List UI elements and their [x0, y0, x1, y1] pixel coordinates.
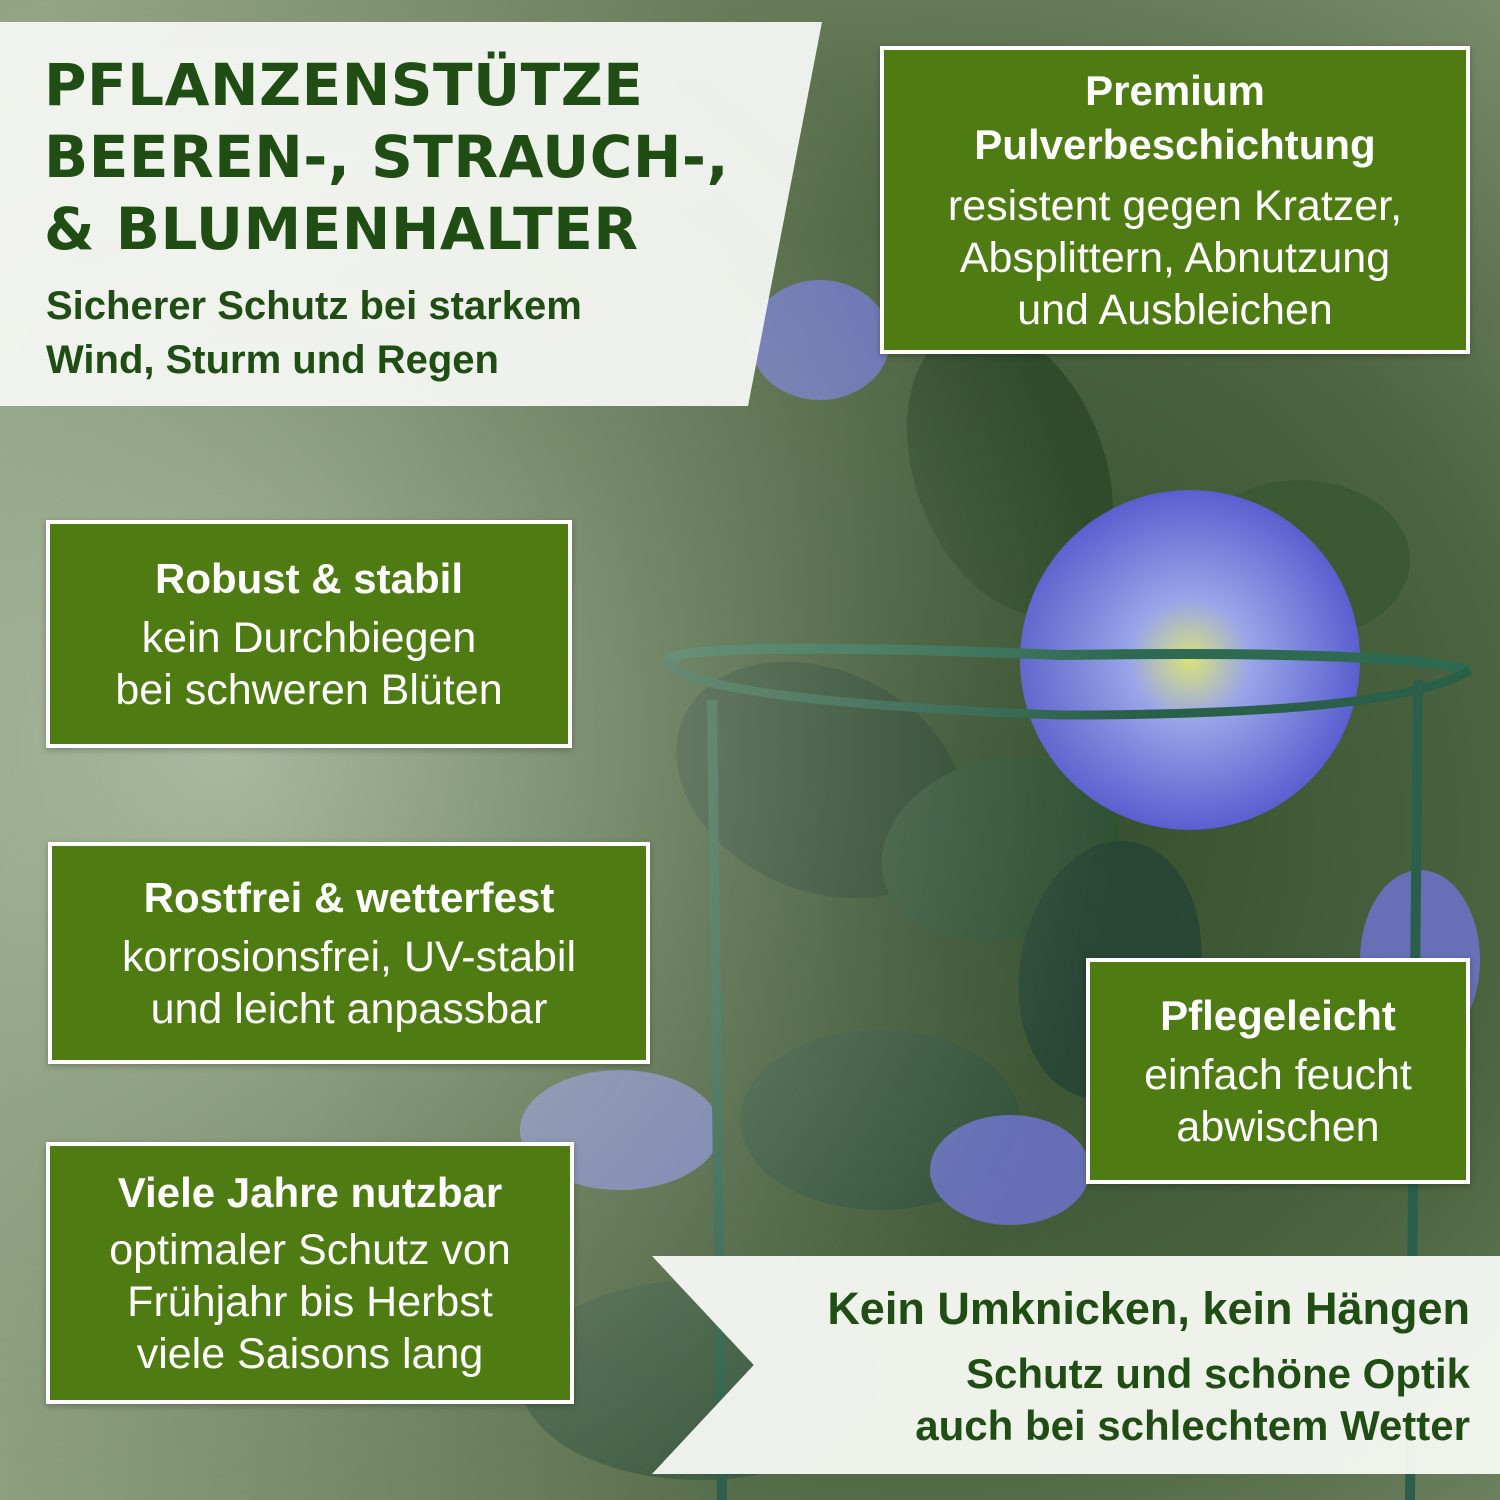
product-title-line-3: & BLUMENHALTER [44, 195, 639, 263]
product-subtitle-line-2: Wind, Sturm und Regen [46, 338, 499, 382]
feature-longlife-text-3: viele Saisons lang [136, 1330, 484, 1378]
feature-box-longlife [46, 1142, 574, 1404]
feature-coating-text-2: Absplittern, Abnutzung [959, 234, 1391, 282]
feature-coating-heading-1: Premium [1085, 67, 1265, 114]
footer-banner-text-2: auch bei schlechtem Wetter [915, 1402, 1470, 1449]
feature-box-coating [880, 46, 1470, 354]
feature-easycare-heading: Pflegeleicht [1160, 992, 1396, 1039]
feature-robust-heading: Robust & stabil [154, 555, 463, 602]
feature-box-easycare [1086, 958, 1470, 1184]
product-title-line-2: BEEREN-, STRAUCH-, [44, 123, 729, 191]
feature-robust-text-1: kein Durchbiegen [141, 614, 477, 662]
feature-rustfree-heading: Rostfrei & wetterfest [143, 874, 555, 921]
feature-box-robust [46, 520, 572, 748]
feature-robust-text-2: bei schweren Blüten [115, 666, 503, 714]
feature-coating-text-1: resistent gegen Kratzer, [947, 182, 1403, 230]
feature-longlife-text-1: optimaler Schutz von [109, 1226, 511, 1274]
feature-box-rustfree [48, 842, 650, 1064]
footer-banner-text-1: Schutz und schöne Optik [965, 1350, 1470, 1397]
product-title-line-1: PFLANZENSTÜTZE [44, 51, 644, 119]
product-subtitle-line-1: Sicherer Schutz bei starkem [46, 284, 582, 328]
feature-longlife-text-2: Frühjahr bis Herbst [127, 1278, 493, 1326]
feature-coating-text-3: und Ausbleichen [1017, 286, 1333, 334]
footer-banner-heading: Kein Umknicken, kein Hängen [827, 1283, 1470, 1334]
feature-rustfree-text-1: korrosionsfrei, UV-stabil [121, 933, 577, 981]
feature-easycare-text-1: einfach feucht [1144, 1051, 1412, 1099]
feature-easycare-text-2: abwischen [1176, 1103, 1380, 1151]
feature-longlife-heading: Viele Jahre nutzbar [117, 1169, 503, 1216]
feature-rustfree-text-2: und leicht anpassbar [150, 985, 548, 1033]
feature-coating-heading-2: Pulverbeschichtung [974, 121, 1376, 168]
